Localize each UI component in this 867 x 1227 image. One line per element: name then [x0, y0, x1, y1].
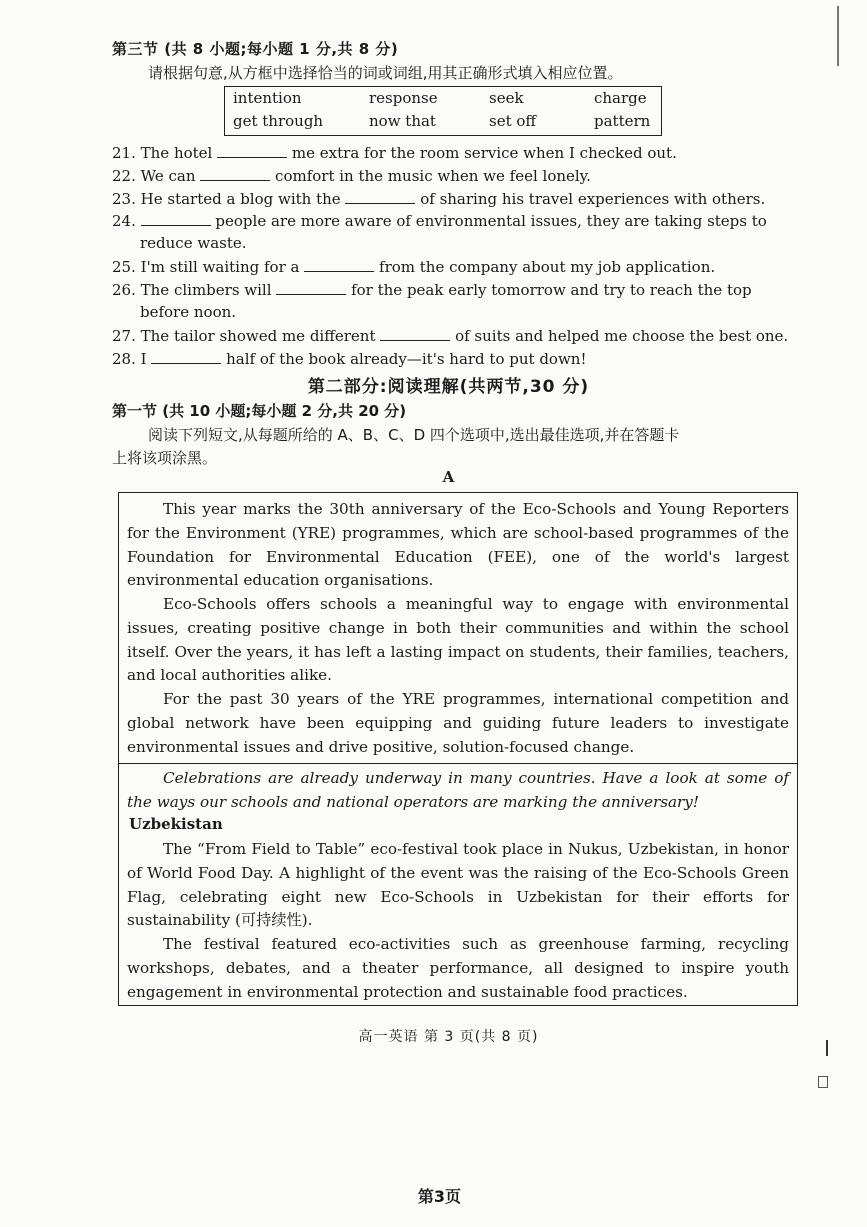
- answer-blank[interactable]: [200, 166, 270, 181]
- passage-divider: [119, 763, 797, 764]
- question-text: The hotel: [140, 144, 213, 162]
- page-number-label: 第3页: [417, 1187, 462, 1206]
- scan-edge-mark: [818, 1076, 828, 1088]
- scan-edge-mark: [826, 1040, 828, 1056]
- question-text: people are more aware of environmental issues, they are taking steps to: [215, 212, 767, 230]
- answer-blank[interactable]: [141, 211, 211, 226]
- question-21: [112, 143, 677, 162]
- question-number: 27.: [112, 327, 136, 345]
- question-text: of suits and helped me choose the best one.: [455, 327, 789, 345]
- passage-intro: Celebrations are already underway in many countries. Have a look at some of the ways our schools and national operators are marking the anniversary!: [127, 769, 789, 811]
- scan-edge-mark: [817, 6, 839, 66]
- passage-paragraph-4: The “From Field to Table” eco-festival took place in Nukus, Uzbekistan, in honor of World Food Day. A highlight of the event was the raising of the Eco-Schools Green Flag, celebrating eight new Eco-Schools in Uzbekistan for their efforts for sustainability (可持续性).: [127, 840, 789, 930]
- question-22: [112, 166, 591, 185]
- word-bank-item: response: [369, 89, 438, 107]
- question-number: 26.: [112, 281, 136, 299]
- word-bank-item: charge: [594, 89, 647, 107]
- question-text: I: [140, 350, 147, 368]
- word-bank-box: [224, 86, 662, 136]
- answer-blank[interactable]: [380, 326, 450, 341]
- question-text: for the peak early tomorrow and try to reach the top: [351, 281, 752, 299]
- word-bank-item: pattern: [594, 112, 651, 130]
- section3-header: 第三节 (共 8 小题;每小题 1 分,共 8 分): [112, 40, 399, 58]
- passage-box: [118, 492, 798, 1006]
- question-text: He started a blog with the: [140, 190, 341, 208]
- passage-paragraph-2: Eco-Schools offers schools a meaningful way to engage with environmental issues, creating positive change in both their communities and within the school itself. Over the years, it has left a lasting impact on students, their families, teachers, and local authorities alike.: [127, 595, 789, 685]
- reading-instruction-cont: 上将该项涂黑。: [112, 449, 218, 467]
- passage-subheading: Uzbekistan: [129, 815, 223, 833]
- question-number: 22.: [112, 167, 136, 185]
- part2-section1-header: 第一节 (共 10 小题;每小题 2 分,共 20 分): [112, 402, 407, 420]
- question-number: 23.: [112, 190, 136, 208]
- question-text: The climbers will: [140, 281, 272, 299]
- question-text: The tailor showed me different: [140, 327, 376, 345]
- question-number: 21.: [112, 144, 136, 162]
- question-number: 24.: [112, 212, 136, 230]
- question-24: [112, 211, 767, 230]
- passage-label: A: [442, 468, 455, 486]
- question-text: half of the book already—it's hard to put down!: [226, 350, 587, 368]
- question-26-continuation: before noon.: [140, 303, 237, 321]
- word-bank-item: set off: [489, 112, 537, 130]
- question-text: me extra for the room service when I checked out.: [291, 144, 677, 162]
- reading-instruction: 阅读下列短文,从每题所给的 A、B、C、D 四个选项中,选出最佳选项,并在答题卡: [148, 426, 680, 444]
- question-26: [112, 280, 752, 299]
- question-number: 28.: [112, 350, 136, 368]
- word-bank-item: seek: [489, 89, 524, 107]
- question-text: comfort in the music when we feel lonely.: [275, 167, 591, 185]
- word-bank-item: get through: [233, 112, 324, 130]
- passage-paragraph-1: This year marks the 30th anniversary of the Eco-Schools and Young Reporters for the Environment (YRE) programmes, which are school-based programmes of the Foundation for Environmental Education (FEE), one of the world's largest environmental education organisations.: [127, 500, 789, 590]
- answer-blank[interactable]: [345, 189, 415, 204]
- part2-title: 第二部分:阅读理解(共两节,30 分): [307, 377, 590, 397]
- question-number: 25.: [112, 258, 136, 276]
- question-27: [112, 326, 788, 345]
- question-25: [112, 257, 715, 276]
- question-text: of sharing his travel experiences with others.: [420, 190, 766, 208]
- question-text: I'm still waiting for a: [140, 258, 300, 276]
- section3-instruction: 请根据句意,从方框中选择恰当的词或词组,用其正确形式填入相应位置。: [148, 64, 623, 82]
- question-28: [112, 349, 586, 368]
- word-bank-item: now that: [369, 112, 436, 130]
- answer-blank[interactable]: [304, 257, 374, 272]
- question-24-continuation: reduce waste.: [140, 234, 247, 252]
- answer-blank[interactable]: [276, 280, 346, 295]
- question-text: We can: [140, 167, 196, 185]
- answer-blank[interactable]: [151, 349, 221, 364]
- passage-paragraph-5: The festival featured eco-activities such as greenhouse farming, recycling workshops, debates, and a theater performance, all designed to inspire youth engagement in environmental protection and sustainable food practices.: [127, 935, 789, 1001]
- question-text: from the company about my job application.: [379, 258, 716, 276]
- answer-blank[interactable]: [217, 143, 287, 158]
- passage-paragraph-3: For the past 30 years of the YRE programmes, international competition and global network have been equipping and guiding future leaders to investigate environmental issues and drive positive, solution-focused change.: [127, 690, 789, 756]
- page-footer: 高一英语 第 3 页(共 8 页): [358, 1029, 539, 1045]
- word-bank-item: intention: [233, 89, 302, 107]
- question-23: [112, 189, 765, 208]
